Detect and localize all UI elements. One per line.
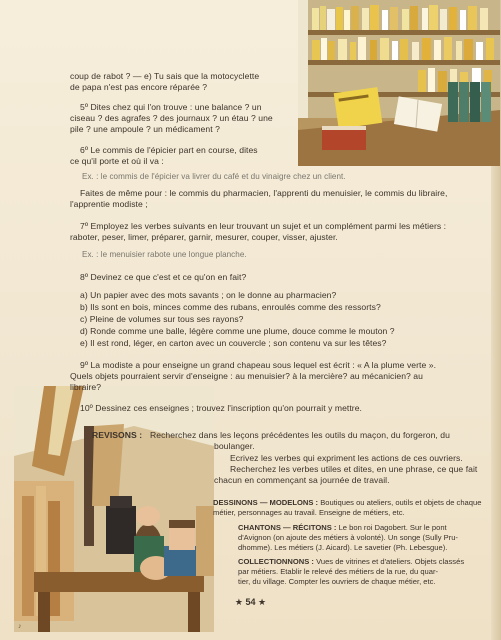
workshop-illustration (14, 386, 214, 632)
chantons-label: CHANTONS — RÉCITONS : (238, 523, 337, 532)
collectionnons-text: par métiers. Etablir le relevé des métiers de la rue, du quar- (238, 566, 439, 576)
exercise-10: 10º Dessinez ces enseignes ; trouvez l'inscription qu'on pourrait y mettre. (80, 403, 362, 413)
bookshop-illustration (298, 0, 500, 166)
exercise-5-line: pile ? une ampoule ? un médicament ? (70, 124, 220, 134)
riddle-b: b) Ils sont en bois, minces comme des rubans, enroulés comme des ressorts? (80, 302, 381, 312)
chantons-text: Le bon roi Dagobert. Sur le pont (338, 523, 447, 532)
instruction-line: l'apprentie modiste ; (70, 199, 148, 209)
example-6: Ex. : le commis de l'épicier va livrer du café et du vinaigre chez un client. (82, 172, 346, 181)
collectionnons-label: COLLECTIONNONS : (238, 557, 314, 566)
chantons-text: d'Avignon (on ajoute des métiers à volonté). Un songe (Sully Pru- (238, 532, 458, 542)
chantons-block (238, 523, 488, 552)
dessinons-text: métier, personnages au travail. Enseigne de métiers, etc. (213, 507, 405, 517)
revisons-line: Recherchez dans les leçons précédentes les outils du maçon, du forgeron, du (150, 430, 450, 440)
instruction-line: Faites de même pour : le commis du pharmacien, l'apprenti du menuisier, le commis du libraire, (80, 188, 448, 198)
revisons-line: chacun en commençant sa journée de travail. (214, 475, 390, 485)
exercise-9-line: Quels objets pourraient servir d'enseigne : au menuisier? à la mercière? au mécanicien? au (70, 371, 423, 381)
revisons-line: Ecrivez les verbes qui expriment les actions de ces ouvriers. (230, 453, 463, 463)
riddle-e: e) Il est rond, léger, en carton avec un couvercle ; son contenu va sur les têtes? (80, 338, 387, 348)
riddle-c: c) Pleine de volumes sur tous ses rayons? (80, 314, 244, 324)
exercise-8-title: 8º Devinez ce que c'est et ce qu'on en fait? (80, 272, 247, 282)
exercise-9-line: libraire? (70, 382, 102, 392)
text-line: coup de rabot ? — e) Tu sais que la motocyclette (70, 71, 260, 81)
exercise-7-line: 7º Employez les verbes suivants en leur trouvant un sujet et un complément parmi les métiers : (80, 221, 447, 231)
svg-text:♪: ♪ (18, 623, 22, 630)
text-line: de papa n'est pas encore réparée ? (70, 82, 208, 92)
riddle-a: a) Un papier avec des mots savants ; on le donne au pharmacien? (80, 290, 337, 300)
chantons-text: dhomme). Les métiers (J. Aicard). Le savetier (Ph. Lebesgue). (238, 542, 448, 552)
exercise-9-line: 9º La modiste a pour enseigne un grand chapeau sous lequel est écrit : « A la plume verte ». (80, 360, 437, 370)
collectionnons-text: Vues de vitrines et d'ateliers. Objets classés (316, 557, 465, 566)
riddle-d: d) Ronde comme une balle, légère comme une plume, douce comme le mouton ? (80, 326, 395, 336)
page-number: ★ 54 ★ (234, 597, 267, 607)
collectionnons-block (238, 557, 488, 586)
exercise-6-line: 6º Le commis de l'épicier part en course, dites (80, 145, 258, 155)
exercise-5-line: ciseau ? des agrafes ? des journaux ? un étau ? une (70, 113, 273, 123)
revisons-label: REVISONS : (92, 430, 143, 440)
revisons-line: boulanger. (214, 441, 255, 451)
dessinons-label: DESSINONS — MODELONS : (213, 498, 319, 507)
exercise-5-line: 5º Dites chez qui l'on trouve : une balance ? un (80, 102, 262, 112)
collectionnons-text: tier, du village. Compter les ouvriers de chaque métier, etc. (238, 576, 436, 586)
dessinons-text: Boutiques ou ateliers, outils et objets de chaque (320, 498, 482, 507)
example-7: Ex. : le menuisier rabote une longue planche. (82, 250, 247, 259)
revisons-line: Recherchez les verbes utiles et dites, en une phrase, ce que fait (230, 464, 478, 474)
dessinons-block (213, 498, 487, 518)
exercise-6-line: ce qu'il porte et où il va : (70, 156, 164, 166)
exercise-7-line: raboter, peser, limer, préparer, garnir, mesurer, couper, visser, ajuster. (70, 232, 338, 242)
